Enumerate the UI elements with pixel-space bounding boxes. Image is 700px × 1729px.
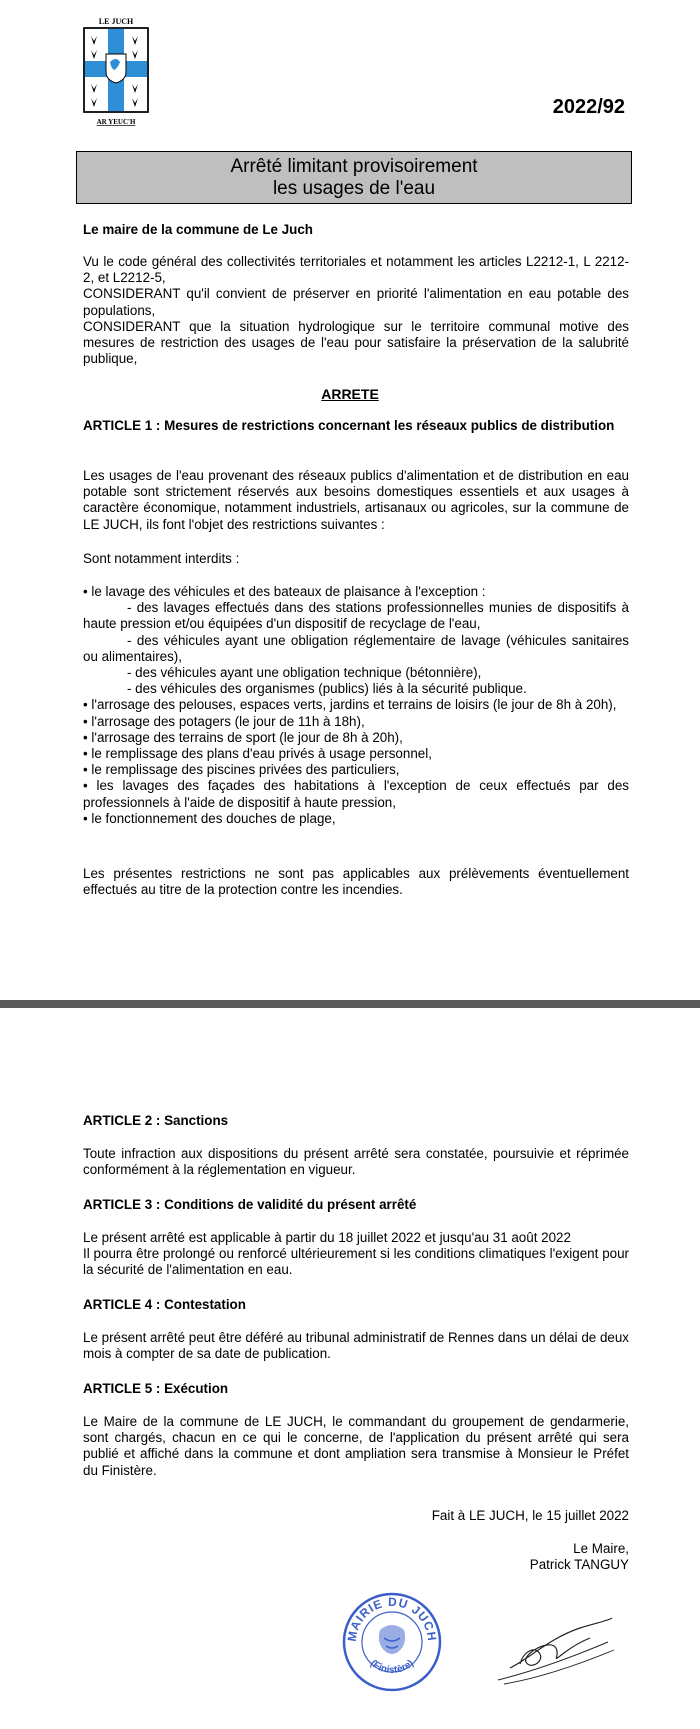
restriction-bullet: • le remplissage des piscines privées des particuliers, [83,762,400,778]
signatory-role: Le Maire, [573,1541,629,1556]
commune-coat-of-arms-logo [82,16,150,130]
article-1-paragraph: Les usages de l'eau provenant des réseaux publics d'alimentation et de distribution en eau potable sont strictement réservés aux besoins domestiques essentiels et aux usages à caractère économique, notamment industriels, artisanaux ou agricoles, sur la commune de LE JUCH, ils font l'objet des restrictions suivantes : [83,468,629,532]
article-3-line-2: Il pourra être prolongé ou renforcé ultérieurement si les conditions climatiques l'exigent pour la sécurité de l'alimentation en eau. [83,1246,629,1278]
restriction-bullet: • l'arrosage des terrains de sport (le jour de 8h à 20h), [83,729,403,745]
mairie-stamp-seal [340,1590,444,1694]
exception-3: - des véhicules ayant une obligation technique (bétonnière), [127,665,482,681]
page-divider [0,1000,700,1008]
article-1-closing: Les présentes restrictions ne sont pas applicables aux prélèvements éventuellement effectués au titre de la protection contre les incendies. [83,866,629,898]
signatory-block [530,1541,629,1573]
restriction-bullet: • le remplissage des plans d'eau privés à usage personnel, [83,746,432,762]
maire-heading: Le maire de la commune de Le Juch [83,222,313,237]
article-1-title: ARTICLE 1 : Mesures de restrictions concernant les réseaux publics de distribution [83,418,615,433]
article-2-text: Toute infraction aux dispositions du présent arrêté sera constatée, poursuivie et réprimée conformément à la réglementation en vigueur. [83,1146,629,1178]
place-date: Fait à LE JUCH, le 15 juillet 2022 [431,1508,629,1523]
logo-top-text: LE JUCH [98,17,134,26]
title-line-2: les usages de l'eau [272,178,436,199]
exception-4: - des véhicules des organismes (publics) liés à la sécurité publique. [127,681,527,697]
decree-title [76,151,632,204]
considerants-block [83,254,629,367]
article-2-title: ARTICLE 2 : Sanctions [83,1113,229,1128]
article-3-line-1: Le présent arrêté est applicable à partir du 18 juillet 2022 et jusqu'au 31 août 2022 [83,1230,571,1245]
restriction-bullet: • l'arrosage des potagers (le jour de 11h à 18h), [83,713,365,729]
exception-1: - des lavages effectués dans des stations professionnelles munies de dispositifs à haute pression et/ou équipées d'un dispositif de recyclage de l'eau, [83,600,629,632]
considerant-3: CONSIDERANT que la situation hydrologique sur le territoire communal motive des mesures de restriction des usages de l'eau pour satisfaire la préservation de la salubrité publique, [83,318,629,367]
arrete-heading: ARRETE [321,386,379,402]
signatory-name: Patrick TANGUY [529,1557,629,1573]
considerant-1: Vu le code général des collectivités territoriales et notamment les articles L2212-1, L 2212-2, et L2212-5, [83,254,629,286]
interdits-intro: Sont notamment interdits : [83,551,240,566]
article-4-text: Le présent arrêté peut être déféré au tribunal administratif de Rennes dans un délai de deux mois à compter de sa date de publication. [83,1330,629,1362]
restriction-bullet: • les lavages des façades des habitations à l'exception de ceux effectués par des professionnels à l'aide de dispositif à haute pression, [83,778,629,810]
mayor-signature [490,1598,620,1694]
svg-text:MAIRIE DU JUCH: MAIRIE DU JUCH [344,1594,440,1643]
considerant-2: CONSIDERANT qu'il convient de préserver en priorité l'alimentation en eau potable des populations, [83,286,629,318]
exception-2: - des véhicules ayant une obligation réglementaire de lavage (véhicules sanitaires ou alimentaires), [83,632,629,664]
article-5-title: ARTICLE 5 : Exécution [83,1381,229,1396]
article-3-text [83,1230,629,1279]
article-3-title: ARTICLE 3 : Conditions de validité du présent arrêté [83,1197,417,1212]
logo-bottom-text: AR YEUC'H [96,118,136,126]
lavage-intro: • le lavage des véhicules et des bateaux de plaisance à l'exception : [83,584,486,599]
restriction-bullet: • le fonctionnement des douches de plage, [83,810,336,826]
article-5-text: Le Maire de la commune de LE JUCH, le commandant du groupement de gendarmerie, sont chargés, chacun en ce qui le concerne, de l'application du présent arrêté qui sera publié et affiché dans la commune et dont ampliation sera transmise à Monsieur le Préfet du Finistère. [83,1414,629,1478]
svg-text:(Finistère): (Finistère) [367,1658,417,1676]
decree-number: 2022/92 [552,96,625,118]
article-1-restrictions-list [83,584,629,827]
restriction-bullet: • l'arrosage des pelouses, espaces verts, jardins et terrains de loisirs (le jour de 8h à 20h), [83,697,617,713]
article-4-title: ARTICLE 4 : Contestation [83,1297,246,1312]
title-line-1: Arrêté limitant provisoirement [230,156,478,177]
